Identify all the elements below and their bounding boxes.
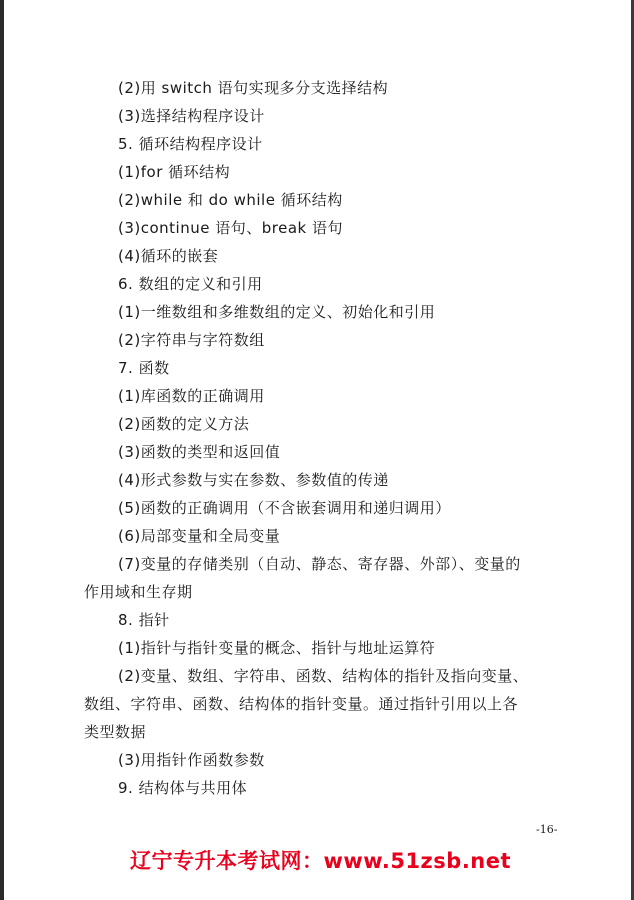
- text-line: (3)选择结构程序设计: [118, 107, 265, 125]
- text-line: (3)continue 语句、break 语句: [118, 219, 343, 237]
- text-line: (2)字符串与字符数组: [118, 331, 265, 349]
- text-line: (4)循环的嵌套: [118, 247, 219, 265]
- text-line: (1)一维数组和多维数组的定义、初始化和引用: [118, 303, 436, 321]
- text-line: (3)函数的类型和返回值: [118, 443, 281, 461]
- text-line: (2)while 和 do while 循环结构: [118, 191, 343, 209]
- watermark-link[interactable]: 辽宁专升本考试网：www.51zsb.net: [130, 849, 512, 873]
- section-heading: 8. 指针: [118, 611, 170, 629]
- section-heading: 9. 结构体与共用体: [118, 779, 248, 797]
- section-heading: 7. 函数: [118, 359, 170, 377]
- text-line: (7)变量的存储类别（自动、静态、寄存器、外部）、变量的: [118, 555, 521, 573]
- text-line: 作用域和生存期: [84, 583, 193, 601]
- text-line: (3)用指针作函数参数: [118, 751, 265, 769]
- text-line: (5)函数的正确调用（不含嵌套调用和递归调用）: [118, 499, 451, 517]
- text-line: (6)局部变量和全局变量: [118, 527, 281, 545]
- page-number: -16-: [536, 823, 558, 836]
- text-line: (2)函数的定义方法: [118, 415, 250, 433]
- section-heading: 5. 循环结构程序设计: [118, 135, 263, 153]
- text-line: 数组、字符串、函数、结构体的指针变量。通过指针引用以上各: [84, 695, 519, 713]
- text-line: (2)用 switch 语句实现多分支选择结构: [118, 79, 389, 97]
- text-line: (1)for 循环结构: [118, 163, 231, 181]
- text-line: (4)形式参数与实在参数、参数值的传递: [118, 471, 389, 489]
- text-line: 类型数据: [84, 723, 147, 741]
- text-line: (1)指针与指针变量的概念、指针与地址运算符: [118, 639, 436, 657]
- section-heading: 6. 数组的定义和引用: [118, 275, 263, 293]
- text-line: (1)库函数的正确调用: [118, 387, 265, 405]
- scan-edge-left: [0, 0, 4, 900]
- text-line: (2)变量、数组、字符串、函数、结构体的指针及指向变量、: [118, 667, 529, 685]
